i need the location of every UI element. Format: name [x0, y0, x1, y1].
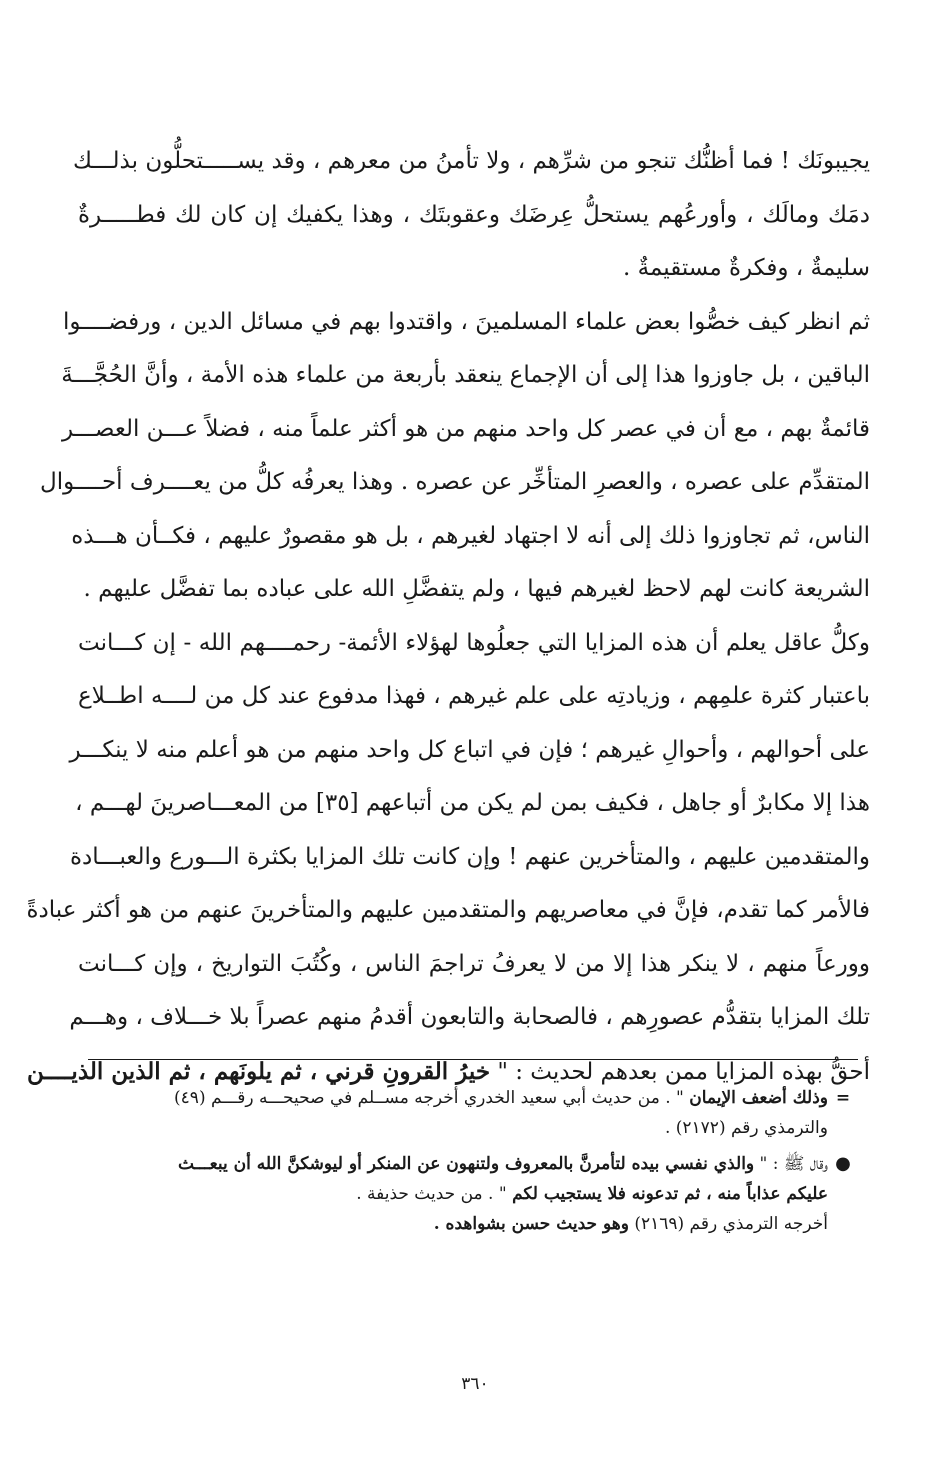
- text-line: سليمةٌ ، وفكرةٌ مستقيمةٌ .: [623, 255, 870, 281]
- footnote-separator: [88, 1059, 858, 1060]
- text-line: قائمةٌ بهم ، مع أن في عصر كل واحد منهم من هو أكثر علماً منه ، فضلاً عـــن العصـــر: [62, 415, 870, 442]
- text-line: يجيبونَك ! فما أظنُّك تنجو من شرِّهم ، ولا تأمنُ من معرهم ، وقد يســـــتحلُّون بذلـــك: [72, 148, 870, 174]
- footnote-1-line-1: [88, 1083, 858, 1113]
- hadith-text: خيرُ القرونِ قرني ، ثم يلونَهم ، ثم الذين الذيــــن: [26, 1057, 491, 1085]
- text-line: باعتبار كثرة علمِهم ، وزيادتِه على علم غيرهم ، فهذا مدفوع عند كل من لــــه اطــلاع: [78, 683, 870, 709]
- bullet-icon: ●: [835, 1153, 851, 1174]
- text-line: الناس، ثم تجاوزوا ذلك إلى أنه لا اجتهاد لغيرهم ، بل هو مقصورٌ عليهم ، فكــأن هـــذه: [71, 522, 870, 549]
- footnote-1-line-2: والترمذي رقم (٢١٧٢) .: [664, 1118, 828, 1138]
- footnote-1-bold: وذلك أضعف الإيمان: [689, 1088, 828, 1108]
- page-number: ٣٦٠: [461, 1374, 489, 1394]
- text-line: والمتقدمين عليهم ، والمتأخرين عنهم ! وإن كانت تلك المزايا بكثرة الـــورع والعبـــادة: [69, 843, 870, 870]
- footnote-2-source: أخرجه الترمذي رقم (٢١٦٩): [634, 1214, 828, 1234]
- footnote-2-line-2: [88, 1179, 858, 1209]
- text-line: على أحوالهم ، وأحوالِ غيرهم ؛ فإن في اتباع كل واحد منهم من هو أعلم منه لا ينكـــر: [69, 736, 870, 763]
- text-line: الباقين ، بل جاوزوا هذا إلى أن الإجماع ينعقد بأربعة من علماء هذه الأمة ، وأنَّ الحُجَّـــةَ: [61, 362, 870, 388]
- footnotes-block: [88, 1083, 858, 1239]
- text-line: تلك المزايا بتقدُّم عصورِهم ، فالصحابة والتابعون أقدمُ منهم عصراً بلا خـــلاف ، وهـــم: [69, 1004, 870, 1030]
- text-line: هذا إلا مكابرٌ أو جاهل ، فكيف بمن لم يكن من أتباعهم [٣٥] من المعـــاصرينَ لهـــم ،: [75, 790, 870, 816]
- footnote-2-grade: وهو حديث حسن بشواهده .: [433, 1214, 629, 1234]
- footnote-2-line-3: [88, 1209, 858, 1239]
- footnote-2-intro: وقال ﷺ : ": [759, 1154, 828, 1174]
- hadith-intro: أحقُّ بهذه المزايا ممن بعدهم لحديث : ": [497, 1058, 870, 1085]
- text-line: ثم انظر كيف خصُّوا بعض علماء المسلمينَ ، واقتدوا بهم في مسائل الدين ، ورفضــــوا: [63, 308, 870, 335]
- text-line: الشريعة كانت لهم لاحظ لغيرهم فيها ، ولم يتفضَّلِ الله على عباده بما تفضَّل عليهم .: [83, 576, 870, 602]
- footnote-2-normal-2: " . من حديث حذيفة .: [356, 1184, 507, 1204]
- footnote-2-bold-2: عليكم عذاباً منه ، ثم تدعونه فلا يستجيب لكم: [512, 1184, 828, 1204]
- main-text-block: [26, 135, 870, 1098]
- text-line: المتقدِّم على عصره ، والعصرِ المتأخِّر عن عصره . وهذا يعرفُه كلُّ من يعــــرف أحــــوال: [40, 469, 870, 495]
- text-line: وكلُّ عاقل يعلم أن هذه المزايا التي جعلُوها لهؤلاء الأئمة- رحمــــهم الله - إن كـــانت: [78, 629, 870, 656]
- text-line: دمَك ومالَك ، وأورعُهم يستحلُّ عِرضَك وعقوبتَك ، وهذا يكفيك إن كان لك فطـــــرةٌ: [78, 201, 870, 228]
- footnote-2-bold-1: والذي نفسي بيده لتأمرنَّ بالمعروف ولتنهون عن المنكر أو ليوشكنَّ الله أن يبعـــث: [178, 1154, 755, 1174]
- footnote-continuation-marker: =: [835, 1088, 851, 1108]
- text-line: فالأمر كما تقدم، فإنَّ في معاصريهم والمتقدمين عليهم والمتأخرينَ عنهم من هو أكثر عبادةً: [26, 897, 870, 923]
- text-line: وورعاً منهم ، لا ينكر هذا إلا من لا يعرفُ تراجمَ الناس ، وكُتُبَ التواريخ ، وإن كـــانت: [78, 950, 870, 977]
- footnote-1-normal: " . من حديث أبي سعيد الخدري أخرجه مســلم في صحيحـــه رقـــم (٤٩): [174, 1088, 684, 1108]
- footnote-2-line-1: [88, 1149, 858, 1179]
